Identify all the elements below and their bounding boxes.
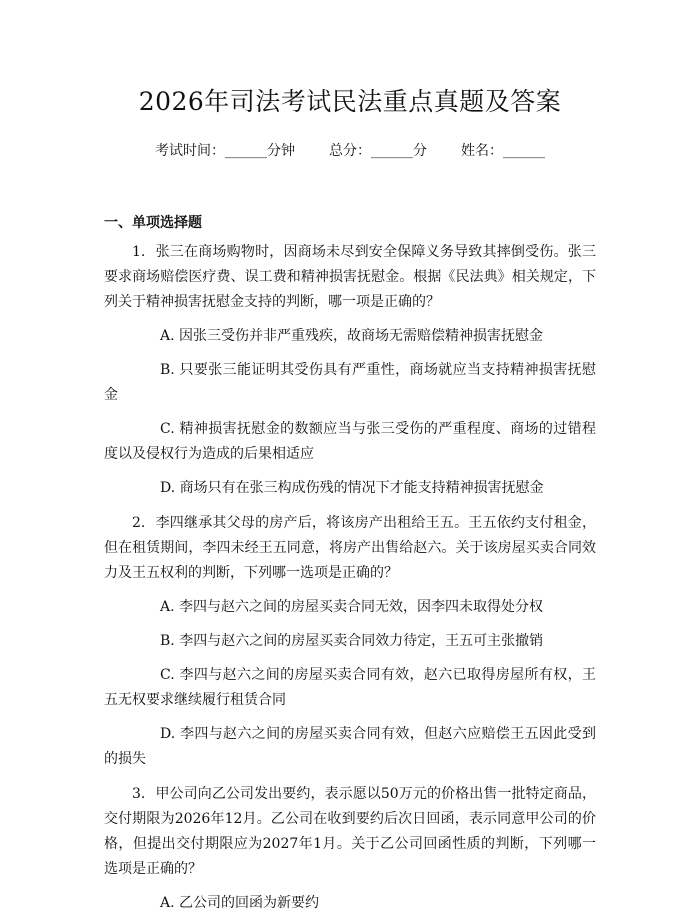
exam-meta xyxy=(104,140,596,160)
question-number: 1. xyxy=(132,244,146,260)
exam-time-field: 考试时间：______分钟 xyxy=(155,143,295,159)
question-number: 2. xyxy=(132,515,146,531)
question-text: 李四继承其父母的房产后，将该房产出租给王五。王五依约支付租金，但在租赁期间，李四未经王五同意，将房产出售给赵六。关于该房屋买卖合同效力及王五权利的判断，下列哪一选项是正确的？ xyxy=(104,515,596,581)
option-2b: B. 李四与赵六之间的房屋买卖合同效力待定，王五可主张撤销 xyxy=(160,633,544,649)
option-1a: A. 因张三受伤并非严重残疾，故商场无需赔偿精神损害抚慰金 xyxy=(160,328,544,344)
question-3 xyxy=(104,782,596,882)
total-score-field: 总分：______分 xyxy=(329,143,427,159)
question-2 xyxy=(104,511,596,586)
option-2a: A. 李四与赵六之间的房屋买卖合同无效，因李四未取得处分权 xyxy=(160,599,544,615)
page-title: 2026年司法考试民法重点真题及答案 xyxy=(138,87,562,116)
option-1c: C. 精神损害抚慰金的数额应当与张三受伤的严重程度、商场的过错程度以及侵权行为造成的后果相适应 xyxy=(104,421,596,462)
section-title-single-choice: 一、单项选择题 xyxy=(104,215,202,231)
question-1 xyxy=(104,240,596,315)
option-2c: C. 李四与赵六之间的房屋买卖合同有效，赵六已取得房屋所有权，王五无权要求继续履行租赁合同 xyxy=(104,667,596,708)
option-2d: D. 李四与赵六之间的房屋买卖合同有效，但赵六应赔偿王五因此受到的损失 xyxy=(104,726,596,767)
question-text: 张三在商场购物时，因商场未尽到安全保障义务导致其摔倒受伤。张三要求商场赔偿医疗费、误工费和精神损害抚慰金。根据《民法典》相关规定，下列关于精神损害抚慰金支持的判断，哪一项是正确的？ xyxy=(104,244,596,310)
option-1d: D. 商场只有在张三构成伤残的情况下才能支持精神损害抚慰金 xyxy=(160,480,544,496)
question-text: 甲公司向乙公司发出要约，表示愿以50万元的价格出售一批特定商品，交付期限为2026年12月。乙公司在收到要约后次日回函，表示同意甲公司的价格，但提出交付期限应为2027年1月。关于乙公司回函性质的判断，下列哪一选项是正确的？ xyxy=(104,786,596,877)
option-1b: B. 只要张三能证明其受伤具有严重性，商场就应当支持精神损害抚慰金 xyxy=(104,362,596,403)
question-number: 3. xyxy=(132,786,146,802)
option-3a: A. 乙公司的回函为新要约 xyxy=(160,895,320,911)
name-field: 姓名：______ xyxy=(461,143,545,159)
